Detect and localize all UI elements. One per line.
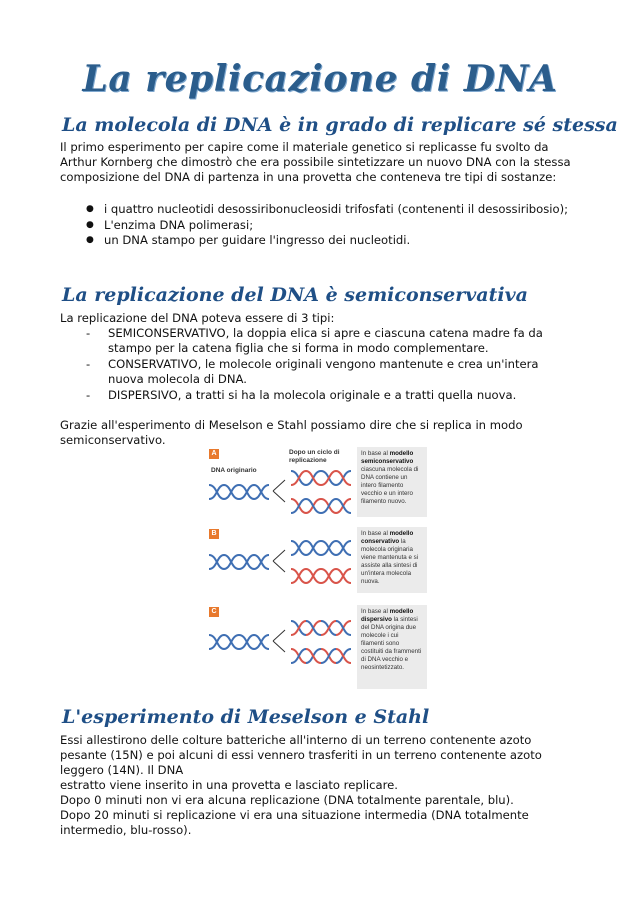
kornberg-paragraph: Il primo esperimento per capire come il materiale genetico si replicasse fu svolto da Arthur Kornberg che dimostrò che era possibile sintetizzare un nuovo DNA con la stessa composizione del DNA di partenza in una provetta che conteneva tre tipi di sostanze: [60, 140, 571, 184]
split-arrow-icon [271, 475, 289, 507]
replication-models-figure [205, 445, 429, 690]
daughter-helix-icon [291, 645, 351, 667]
daughter-helix-icon [291, 495, 351, 517]
text-line: estratto viene inserito in una provetta e lasciato replicare. [60, 778, 398, 792]
list-item: - CONSERVATIVO, le molecole originali vengono mantenute e crea un'intera nuova molecola di DNA. [86, 357, 576, 387]
split-arrow-icon [271, 625, 289, 657]
text-line: Essi allestirono delle colture batteriche all'interno di un terreno contenente azoto pesante (15N) e poi alcuni di essi vennero trasferiti in un terreno contenente azoto leggero (14N). Il DNA [60, 733, 542, 777]
panel-tag: C [209, 607, 219, 617]
text-line: Dopo 20 minuti si replicazione vi era una situazione intermedia (DNA totalmente intermedio, blu-rosso). [60, 808, 529, 837]
section-heading-self-replication: La molecola di DNA è in grado di replicare sé stessa [62, 114, 618, 136]
list-item: ● L'enzima DNA polimerasi; [86, 218, 576, 233]
list-item: ● un DNA stampo per guidare l'ingresso dei nucleotidi. [86, 233, 576, 248]
daughter-helix-icon [291, 467, 351, 489]
original-helix-icon [209, 481, 269, 503]
meselson-conclusion: Grazie all'esperimento di Meselson e Stahl possiamo dire che si replica in modo semiconservativo. [60, 418, 523, 447]
daughter-helix-icon [291, 537, 351, 559]
label-original-dna: DNA originario [211, 467, 257, 474]
experiment-paragraph [60, 733, 580, 838]
daughter-helix-icon [291, 617, 351, 639]
replication-types-intro: La replicazione del DNA poteva essere di 3 tipi: [60, 311, 335, 325]
list-item: ● i quattro nucleotidi desossiribonucleosidi trifosfati (contenenti il desossiribosio); [86, 202, 576, 217]
section-heading-semiconservative: La replicazione del DNA è semiconservativa [62, 284, 528, 306]
split-arrow-icon [271, 545, 289, 577]
original-helix-icon [209, 551, 269, 573]
replication-types-list [86, 326, 576, 404]
list-item: - DISPERSIVO, a tratti si ha la molecola originale e a tratti quella nuova. [86, 388, 576, 403]
substances-list [86, 202, 576, 249]
list-item: - SEMICONSERVATIVO, la doppia elica si apre e ciascuna catena madre fa da stampo per la catena figlia che si forma in modo complementare. [86, 326, 576, 356]
daughter-helix-icon [291, 565, 351, 587]
original-helix-icon [209, 631, 269, 653]
panel-caption: In base al modello conservativo la molecola originaria viene mantenuta e si assiste alla sintesi di un'intera molecola nuova. [357, 527, 427, 593]
panel-caption: In base al modello dispersivo la sintesi del DNA origina due molecole i cui filamenti sono costituiti da frammenti di DNA vecchio e neosintetizzato. [357, 605, 427, 689]
page-title: La replicazione di DNA [82, 58, 558, 100]
panel-tag: A [209, 449, 219, 459]
panel-tag: B [209, 529, 219, 539]
label-after-replication: Dopo un ciclo di replicazione [289, 449, 340, 464]
panel-caption: In base al modello semiconservativo ciascuna molecola di DNA contiene un intero filamento vecchio e un intero filamento nuovo. [357, 447, 427, 517]
section-heading-meselson-stahl: L'esperimento di Meselson e Stahl [62, 706, 430, 728]
text-line: Dopo 0 minuti non vi era alcuna replicazione (DNA totalmente parentale, blu). [60, 793, 514, 807]
